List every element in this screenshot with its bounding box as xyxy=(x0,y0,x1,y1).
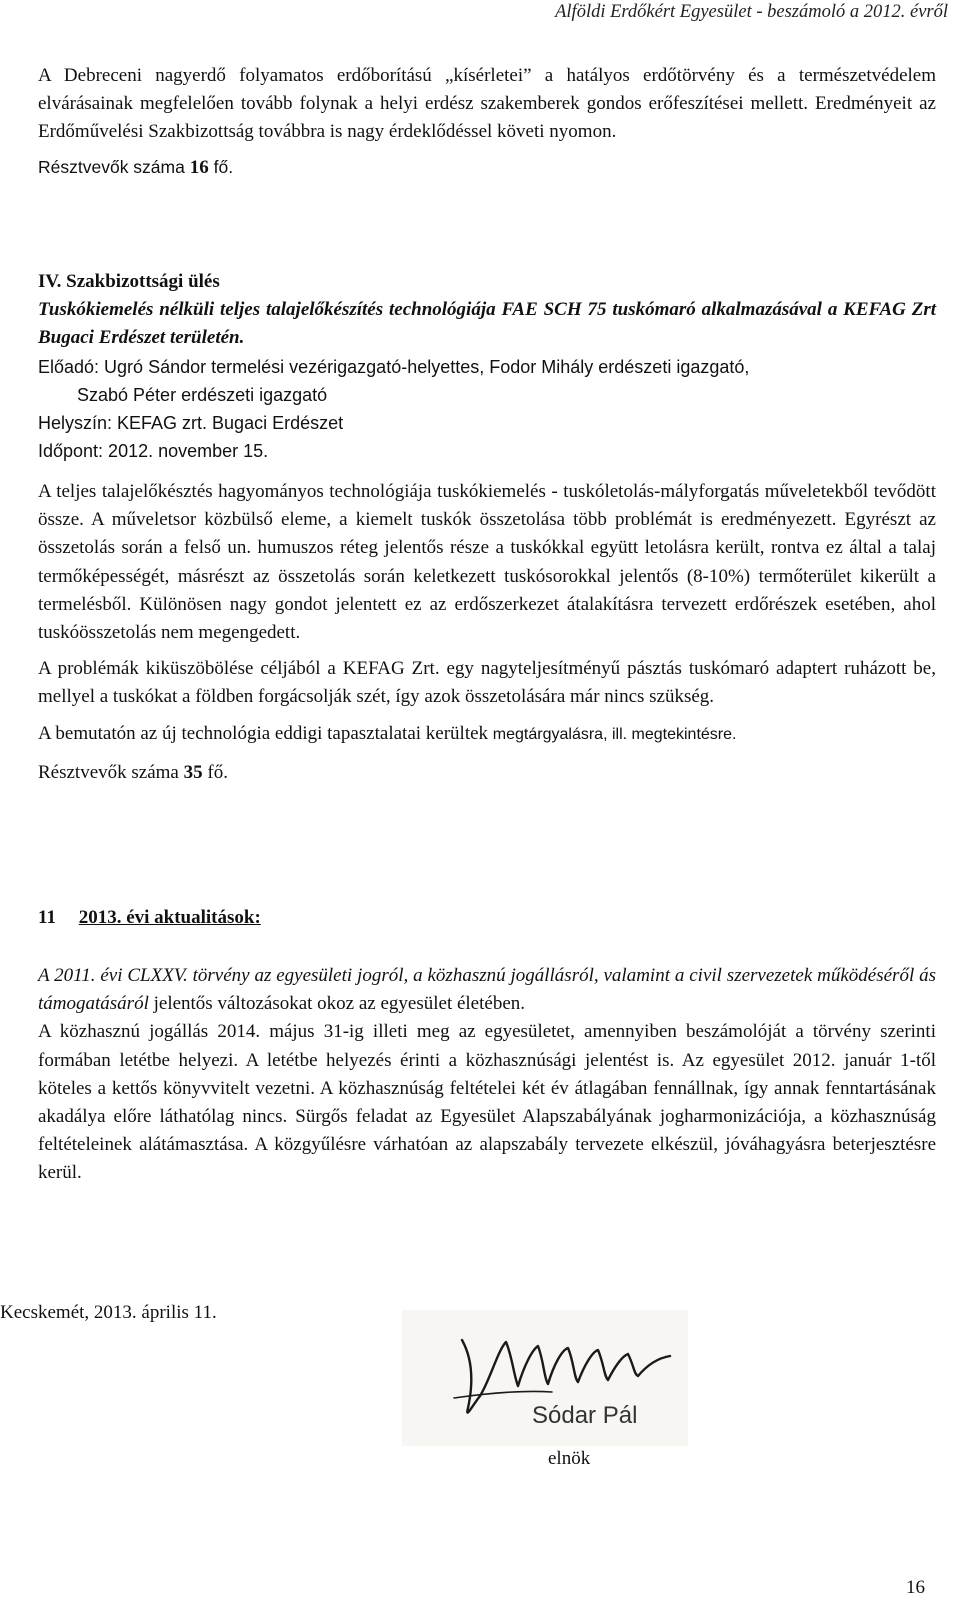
page-number: 16 xyxy=(906,1577,925,1598)
section-11-heading xyxy=(38,904,936,932)
section-debrecen xyxy=(38,62,936,182)
participants-label: Résztvevők száma xyxy=(38,761,179,783)
section-iv-heading: IV. Szakbizottsági ülés xyxy=(38,271,220,292)
law-title: A 2011. évi CLXXV. törvény az egyesületi jogról, a közhasznú jogállásról, valamint a civil szervezetek működéséről ás támogatásáról xyxy=(38,965,936,1015)
section-iv-paragraph-2: A problémák kiküszöbölése céljából a KEFAG Zrt. egy nagyteljesítményű pásztás tuskómaró adaptert ruházott be, mellyel a tuskókat a földben forgácsolják szét, így azok összetolására már nincs szükség. xyxy=(38,658,936,708)
place-date: Kecskemét, 2013. április 11. xyxy=(0,1302,217,1323)
debrecen-paragraph: A Debreceni nagyerdő folyamatos erdőborítású „kísérletei” a hatályos erdőtörvény és a természetvédelem elvárásainak megfelelően tovább folynak a helyi erdész szakemberek gondos erőfeszítései mellett. Eredményeit az Erdőművelési Szakbizottság továbbra is nagy érdeklődéssel követi nyomon. xyxy=(38,65,936,143)
signature-name: Sódar Pál xyxy=(532,1402,638,1429)
participants-count: 35 xyxy=(183,761,203,783)
section-number: 11 xyxy=(38,907,56,928)
section-iv xyxy=(38,268,936,465)
participants-line-1 xyxy=(38,153,936,182)
signer-role: elnök xyxy=(548,1448,591,1469)
section-11-paragraph-2: A közhasznú jogállás 2014. május 31-ig illeti meg az egyesületet, amennyiben beszámolóját a törvény szerinti formában letétbe helyezi. A letétbe helyezés érinti a közhasznúsági jelentést is. Az egyesület 2012. január 1-től köteles a kettős könyvvitelt vezetni. A közhasznúság feltételei két év átlagában fennállnak, így annak fenntartásának akadálya előre láthatólag nincs. Sürgős feladat az Egyesület Alapszabályának jogharmonizációja, a közhasznúság feltételeinek alátámasztása. A közgyűlésre várhatóan az alapszabály tervezete elkészül, jóváhagyásra beterjesztésre kerül. xyxy=(38,1021,936,1184)
presenter-line-1: Előadó: Ugró Sándor termelési vezérigazgató-helyettes, Fodor Mihály erdészeti igazgató, xyxy=(38,356,750,377)
participants-line-2 xyxy=(38,759,936,787)
paragraph-3-text: A bemutatón az új technológia eddigi tapasztalatai kerültek xyxy=(38,722,489,744)
section-11-paragraph-1 xyxy=(38,962,936,1018)
paragraph-3-sans-text: megtárgyalásra, ill. megtekintésre. xyxy=(492,725,737,743)
section-11-body xyxy=(38,962,936,1188)
signature-image xyxy=(402,1310,688,1446)
running-header: Alföldi Erdőkért Egyesület - beszámoló a 2012. évről xyxy=(555,2,948,22)
presenter-line-2: Szabó Péter erdészeti igazgató xyxy=(77,384,328,405)
section-iv-paragraph-1: A teljes talajelőkésztés hagyományos technológiája tuskókiemelés - tuskóletolás-mályforgatás műveletekből tevődött össze. A műveletsor közbülső eleme, a kiemelt tuskók összetolása több problémát is eredményezett. Egyrészt az összetolás során a felső un. humuszos réteg jelentős része a tuskókkal együtt letolásra került, rontva ez által a talaj termőképességét, másrészt az összetolás során keletkezett tuskósorokkal jelentős (8-10%) termőterület kikerült a termelésből. Különösen nagy gondot jelentett ez az erdőszerkezet átalakításra tervezett erdőrészek esetében, ahol tuskóösszetolás nem megengedett. xyxy=(38,481,936,644)
date-line: Időpont: 2012. november 15. xyxy=(38,441,269,462)
section-iv-subtitle: Tuskókiemelés nélküli teljes talajelőkészítés technológiája FAE SCH 75 tuskómaró alkalmazásával a KEFAG Zrt Bugaci Erdészet területén. xyxy=(38,299,936,349)
participants-unit: fő. xyxy=(207,761,228,783)
section-title: 2013. évi aktualitások: xyxy=(78,907,261,928)
participants-label: Résztvevők száma xyxy=(38,156,185,177)
law-effect: jelentős változásokat okoz az egyesület életében. xyxy=(153,993,526,1015)
section-iv-body xyxy=(38,478,936,787)
participants-count: 16 xyxy=(189,156,209,178)
section-iv-paragraph-3 xyxy=(38,720,936,749)
location-line: Helyszín: KEFAG zrt. Bugaci Erdészet xyxy=(38,413,344,434)
section-11 xyxy=(38,904,936,932)
participants-unit: fő. xyxy=(213,156,234,177)
